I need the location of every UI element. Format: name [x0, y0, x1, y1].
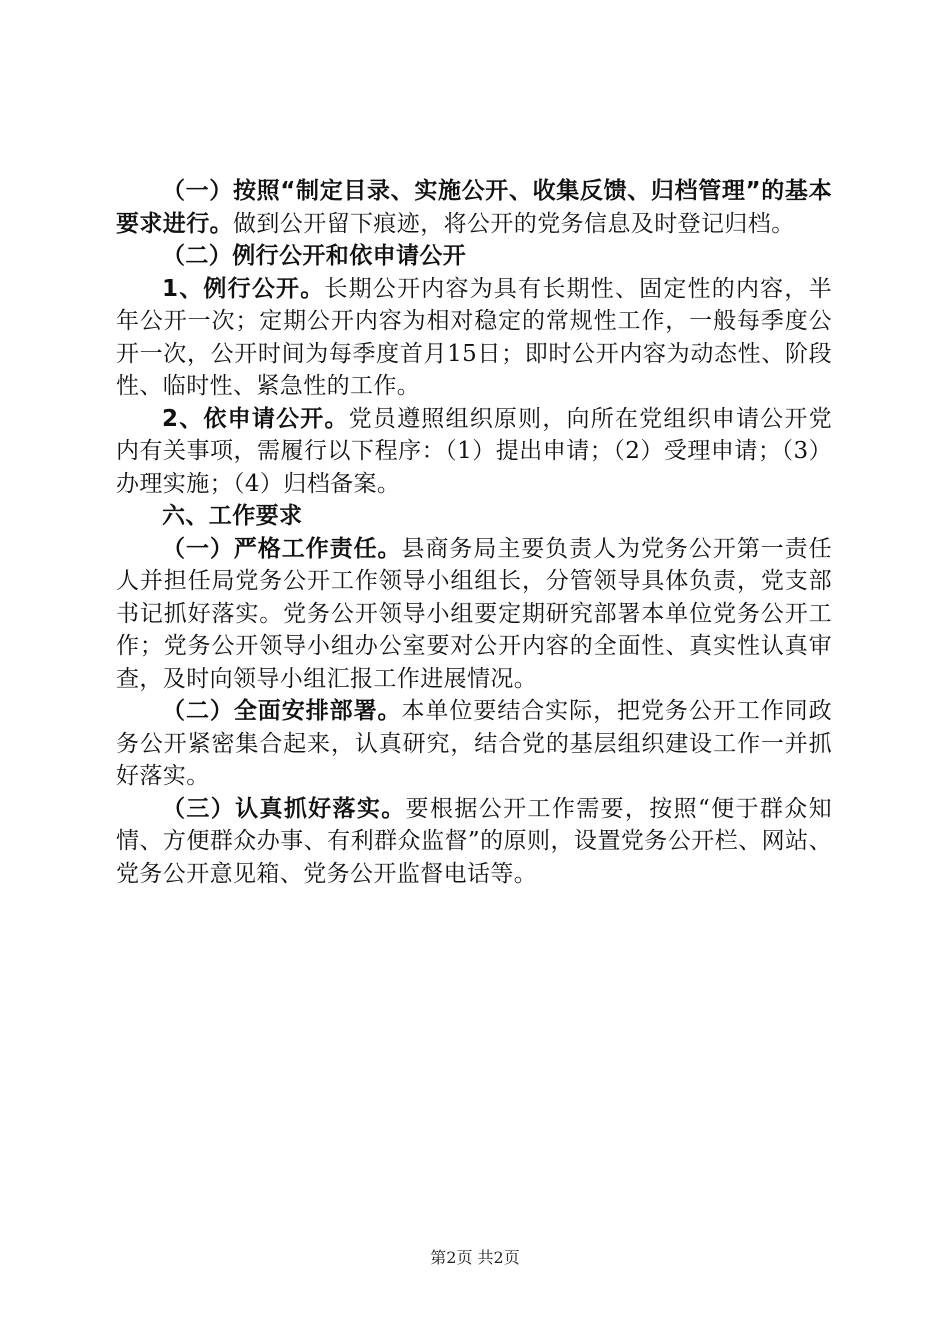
- paragraph-body: 县商务局主要负责人为党务公开第一责任人并担任局党务公开工作领导小组组长，分管领导具体负责，党支部书记抓好落实。党务公开领导小组要定期研究部署本单位党务公开工作；党务公开领导小组办公室要对公开内容的全面性、真实性认真审查，及时向领导小组汇报工作进展情况。: [116, 535, 833, 692]
- paragraph-body: 要根据公开工作需要，按照“便于群众知情、方便群众办事、有利群众监督”的原则，设置党务公开栏、网站、党务公开意见箱、党务公开监督电话等。: [116, 795, 833, 887]
- paragraph-deployment: [116, 695, 832, 793]
- paragraph-request-disclosure: [116, 403, 832, 501]
- paragraph-lead: 2、依申请公开。: [162, 405, 349, 432]
- paragraph-lead: （二）全面安排部署。: [162, 698, 402, 724]
- paragraph-lead: （一）按照“制定目录、实施公开、收集反馈、归档管理”的基本要求进行。: [116, 178, 832, 237]
- section-heading-work-requirements: 六、工作要求: [162, 503, 303, 529]
- paragraph-routine-disclosure: [116, 273, 832, 403]
- paragraph-body: 本单位要结合实际，把党务公开工作同政务公开紧密集合起来，认真研究，结合党的基层组织建设工作一并抓好落实。: [116, 698, 833, 789]
- paragraph-archive-requirement: [116, 175, 832, 240]
- paragraph-implementation: [116, 793, 832, 891]
- paragraph-lead: 1、例行公开。: [162, 275, 325, 302]
- page-number-footer: 第2页 共2页: [430, 1248, 520, 1267]
- document-body: [116, 175, 832, 890]
- paragraph-lead: （三）认真抓好落实。: [162, 795, 406, 822]
- paragraph-body: 长期公开内容为具有长期性、固定性的内容，半年公开一次；定期公开内容为相对稳定的常规性工作，一般每季度公开一次，公开时间为每季度首月15日；即时公开内容为动态性、阶段性、临时性、紧急性的工作。: [116, 275, 832, 399]
- paragraph-body: 做到公开留下痕迹，将公开的党务信息及时登记归档。: [233, 210, 795, 237]
- paragraph-responsibility: [116, 533, 832, 696]
- section-heading-routine-and-request: （二）例行公开和依申请公开: [162, 243, 467, 269]
- paragraph-lead: （一）严格工作责任。: [162, 535, 402, 562]
- paragraph-body: 党员遵照组织原则，向所在党组织申请公开党内有关事项，需履行以下程序：（1）提出申请；（2）受理申请；（3）办理实施；（4）归档备案。: [116, 405, 832, 497]
